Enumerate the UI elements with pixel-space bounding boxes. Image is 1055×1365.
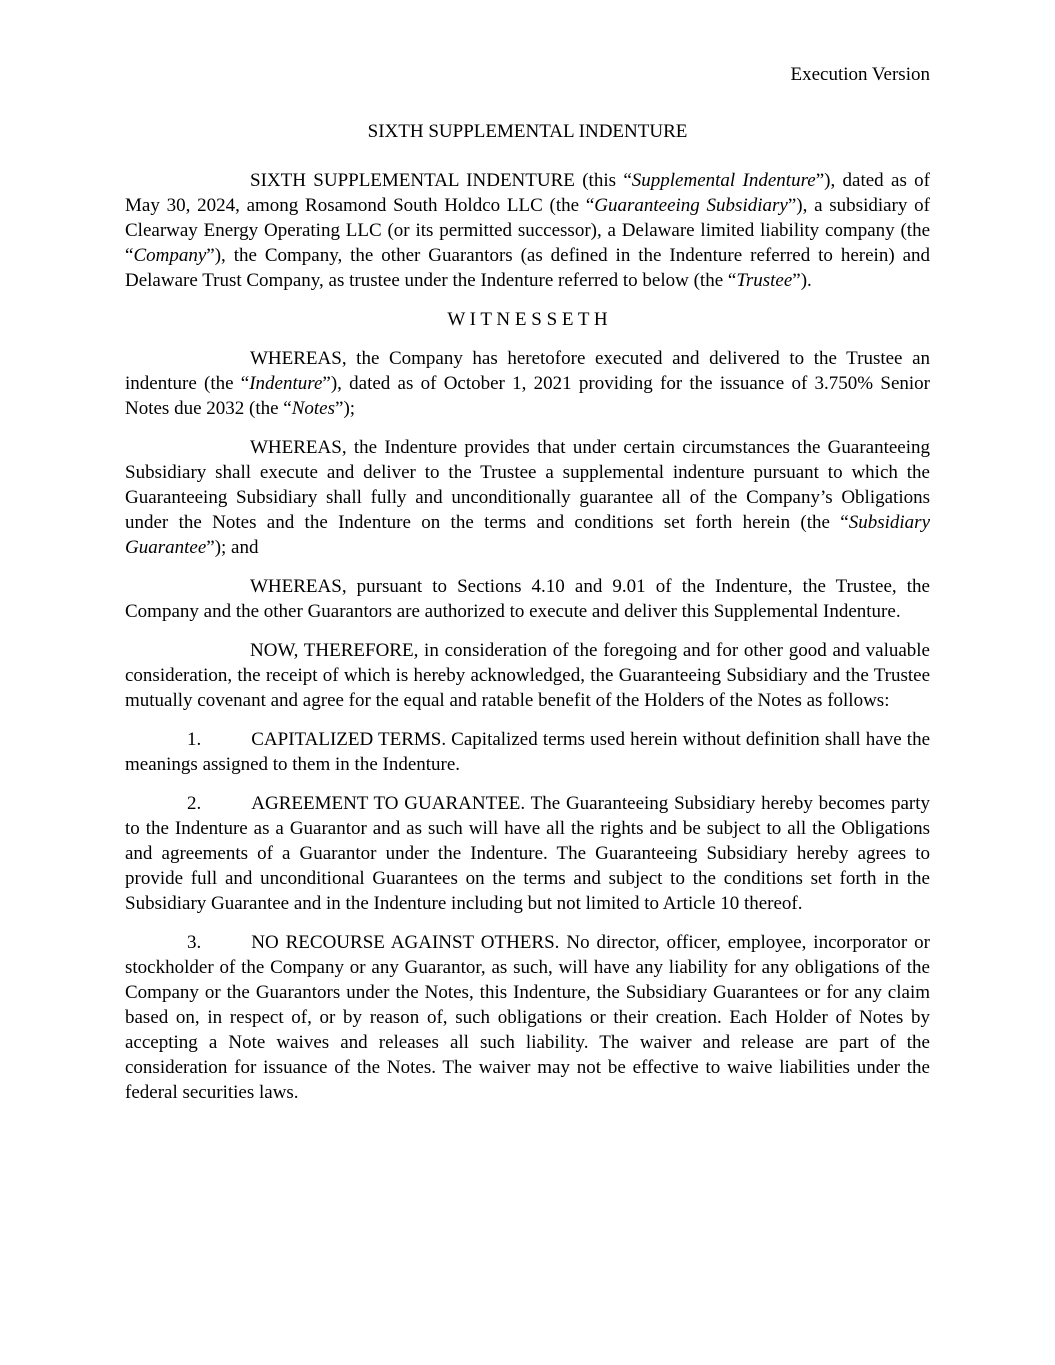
now-therefore-paragraph bbox=[125, 638, 930, 713]
defined-term: Company bbox=[133, 245, 207, 266]
section-2-agreement-to-guarantee bbox=[125, 791, 930, 916]
witnesseth-heading bbox=[125, 307, 930, 332]
execution-version-label: Execution Version bbox=[790, 64, 930, 85]
whereas-indenture-paragraph bbox=[125, 346, 930, 421]
text-run: ”), a subsidiary of Clearway Energy Operating LLC (or its permitted successor), a Delaware limited liability company (the “ bbox=[125, 195, 930, 266]
text-run: CAPITALIZED TERMS. Capitalized terms used herein without definition shall have the meanings assigned to them in the Indenture. bbox=[125, 729, 930, 775]
defined-term: Supplemental Indenture bbox=[631, 170, 816, 191]
section-number: 3. bbox=[187, 932, 202, 953]
defined-term: Notes bbox=[291, 398, 336, 419]
defined-term: Subsidiary Guarantee bbox=[125, 512, 930, 558]
text-run: ”), dated as of May 30, 2024, among Rosamond South Holdco LLC (the “ bbox=[125, 170, 930, 216]
section-1-capitalized-terms bbox=[125, 727, 930, 777]
defined-term: Indenture bbox=[249, 373, 323, 394]
text-run: ”); and bbox=[206, 537, 259, 558]
section-number: 2. bbox=[187, 793, 202, 814]
text-run: AGREEMENT TO GUARANTEE. The Guaranteeing Subsidiary hereby becomes party to the Indenture as a Guarantor and as such will have all the rights and be subject to all the Obligations and agreements of a Guarantor under the Indenture. The Guaranteeing Subsidiary hereby agrees to provide full and unconditional Guarantees on the terms and subject to the conditions set forth in the Subsidiary Guarantee and in the Indenture including but not limited to Article 10 thereof. bbox=[125, 793, 930, 914]
text-run: NO RECOURSE AGAINST OTHERS. No director, officer, employee, incorporator or stockholder of the Company or any Guarantor, as such, will have any liability for any obligations of the Company or the Guarantors under the Notes, this Indenture, the Subsidiary Guarantees or for any claim based on, in respect of, or by reason of, such obligations or their creation. Each Holder of Notes by accepting a Note waives and releases all such liability. The waiver and release are part of the consideration for issuance of the Notes. The waiver may not be effective to waive liabilities under the federal securities laws. bbox=[125, 932, 930, 1103]
text-run: WHEREAS, the Company has heretofore executed and delivered to the Trustee an indenture (the “ bbox=[125, 348, 930, 394]
text-run: ”), the Company, the other Guarantors (as defined in the Indenture referred to herein) and Delaware Trust Company, as trustee under the Indenture referred to below (the “ bbox=[125, 245, 930, 291]
defined-term: Trustee bbox=[736, 270, 793, 291]
section-number: 1. bbox=[187, 729, 202, 750]
document-body bbox=[125, 168, 930, 1105]
text-run: ”); bbox=[335, 398, 356, 419]
text-run: W I T N E S S E T H bbox=[447, 309, 608, 330]
text-run: WHEREAS, the Indenture provides that under certain circumstances the Guaranteeing Subsidiary shall execute and deliver to the Trustee a supplemental indenture pursuant to which the Guaranteeing Subsidiary shall fully and unconditionally guarantee all of the Company’s Obligations under the Notes and the Indenture on the terms and conditions set forth herein (the “ bbox=[125, 437, 930, 533]
opening-paragraph bbox=[125, 168, 930, 293]
text-run: WHEREAS, pursuant to Sections 4.10 and 9.01 of the Indenture, the Trustee, the Company and the other Guarantors are authorized to execute and deliver this Supplemental Indenture. bbox=[125, 576, 930, 622]
defined-term: Guaranteeing Subsidiary bbox=[594, 195, 788, 216]
whereas-authorization-paragraph bbox=[125, 574, 930, 624]
section-3-no-recourse-against-others bbox=[125, 930, 930, 1105]
text-run: ”). bbox=[792, 270, 812, 291]
document-title: SIXTH SUPPLEMENTAL INDENTURE bbox=[367, 121, 688, 142]
text-run: SIXTH SUPPLEMENTAL INDENTURE (this “ bbox=[250, 170, 632, 191]
text-run: ”), dated as of October 1, 2021 providing for the issuance of 3.750% Senior Notes due 2032 (the “ bbox=[125, 373, 930, 419]
text-run: NOW, THEREFORE, in consideration of the foregoing and for other good and valuable consideration, the receipt of which is hereby acknowledged, the Guaranteeing Subsidiary and the Trustee mutually covenant and agree for the equal and ratable benefit of the Holders of the Notes as follows: bbox=[125, 640, 930, 711]
whereas-guarantee-paragraph bbox=[125, 435, 930, 560]
